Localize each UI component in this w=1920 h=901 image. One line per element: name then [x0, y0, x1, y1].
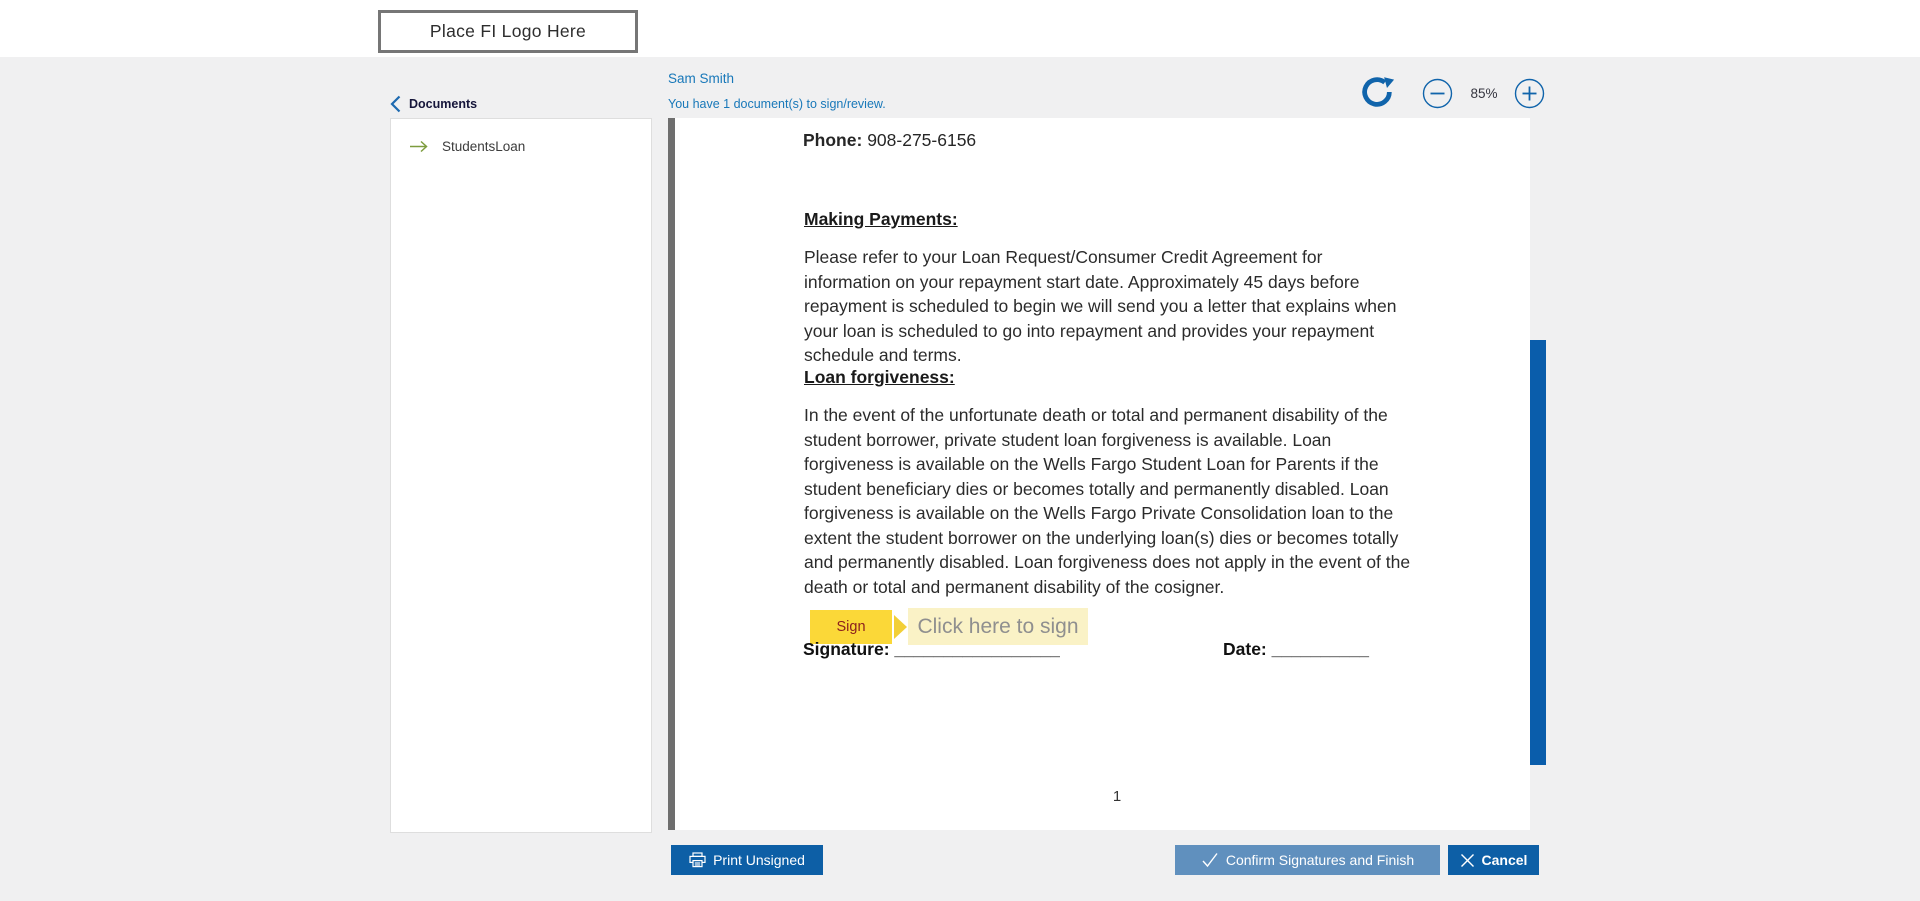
document-text-line: schedule and terms. — [804, 345, 962, 365]
top-bar — [0, 0, 1920, 57]
date-label: Date: — [1223, 639, 1267, 659]
signature-line — [803, 639, 1060, 660]
user-name: Sam Smith — [668, 71, 735, 86]
document-page — [668, 118, 1530, 830]
document-left-edge — [668, 118, 675, 830]
document-text-line: student borrower, private student loan forgiveness is available. Loan — [804, 429, 1332, 450]
signature-label: Signature: — [803, 639, 890, 659]
document-text-line: student beneficiary dies or becomes totally and permanently disabled. Loan — [804, 478, 1389, 499]
loan-forgiveness-heading: Loan forgiveness: — [804, 367, 955, 387]
making-payments-paragraph — [804, 245, 1396, 368]
sign-tag-pointer-icon — [894, 615, 907, 639]
back-to-documents[interactable] — [390, 94, 477, 114]
sidebar-item-studentsloan[interactable] — [409, 139, 651, 154]
page-number: 1 — [1112, 788, 1122, 805]
back-chevron-icon — [390, 95, 401, 113]
arrow-right-icon — [409, 140, 430, 153]
fi-logo-placeholder: Place FI Logo Here — [378, 10, 638, 53]
confirm-signatures-button[interactable] — [1175, 845, 1440, 875]
sidebar-item-label: StudentsLoan — [442, 139, 526, 154]
document-text-line: extent the student borrower on the underlying loan(s) dies or becomes totally — [804, 527, 1399, 548]
zoom-out-icon[interactable] — [1422, 78, 1453, 109]
phone-value: 908-275-6156 — [867, 130, 977, 150]
document-text-line: forgiveness is available on the Wells Fargo Private Consolidation loan to the — [804, 503, 1394, 523]
check-icon — [1201, 852, 1219, 868]
document-text-line: your loan is scheduled to go into repayment and provides your repayment — [804, 320, 1375, 341]
zoom-in-icon[interactable] — [1514, 78, 1545, 109]
documents-notice: You have 1 document(s) to sign/review. — [668, 97, 886, 111]
document-text-line: death or total and permanent disability of the cosigner. — [804, 576, 1225, 597]
loan-forgiveness-paragraph — [804, 403, 1410, 599]
document-text-line: Please refer to your Loan Request/Consumer Credit Agreement for — [804, 247, 1323, 267]
phone-row — [803, 130, 976, 151]
document-text-line: information on your repayment start date. Approximately 45 days before — [804, 271, 1360, 292]
cancel-button[interactable] — [1448, 845, 1539, 875]
sign-tag-label: Sign — [836, 619, 866, 635]
printer-icon — [689, 852, 706, 868]
confirm-signatures-label: Confirm Signatures and Finish — [1225, 852, 1415, 868]
document-text-line: and permanently disabled. Loan forgiveness does not apply in the event of the — [804, 552, 1411, 572]
document-text-line: forgiveness is available on the Wells Fargo Student Loan for Parents if the — [804, 454, 1379, 474]
back-label: Documents — [409, 97, 478, 111]
close-icon — [1460, 853, 1475, 868]
signature-blank: _________________ — [894, 639, 1060, 659]
print-unsigned-label: Print Unsigned — [713, 852, 805, 868]
documents-sidebar — [390, 118, 652, 833]
document-text-line: repayment is scheduled to begin we will send you a letter that explains when — [804, 296, 1397, 316]
refresh-icon[interactable] — [1358, 73, 1396, 111]
date-line — [1223, 639, 1369, 660]
document-scrollbar-thumb[interactable] — [1530, 340, 1546, 765]
phone-label: Phone: — [803, 130, 863, 150]
making-payments-heading: Making Payments: — [804, 209, 958, 229]
date-blank: __________ — [1271, 639, 1369, 659]
cancel-label: Cancel — [1481, 852, 1528, 868]
document-text-line: In the event of the unfortunate death or total and permanent disability of the — [804, 405, 1388, 425]
zoom-level: 85% — [1470, 86, 1498, 101]
click-here-to-sign-field[interactable]: Click here to sign — [908, 608, 1088, 645]
print-unsigned-button[interactable] — [671, 845, 823, 875]
